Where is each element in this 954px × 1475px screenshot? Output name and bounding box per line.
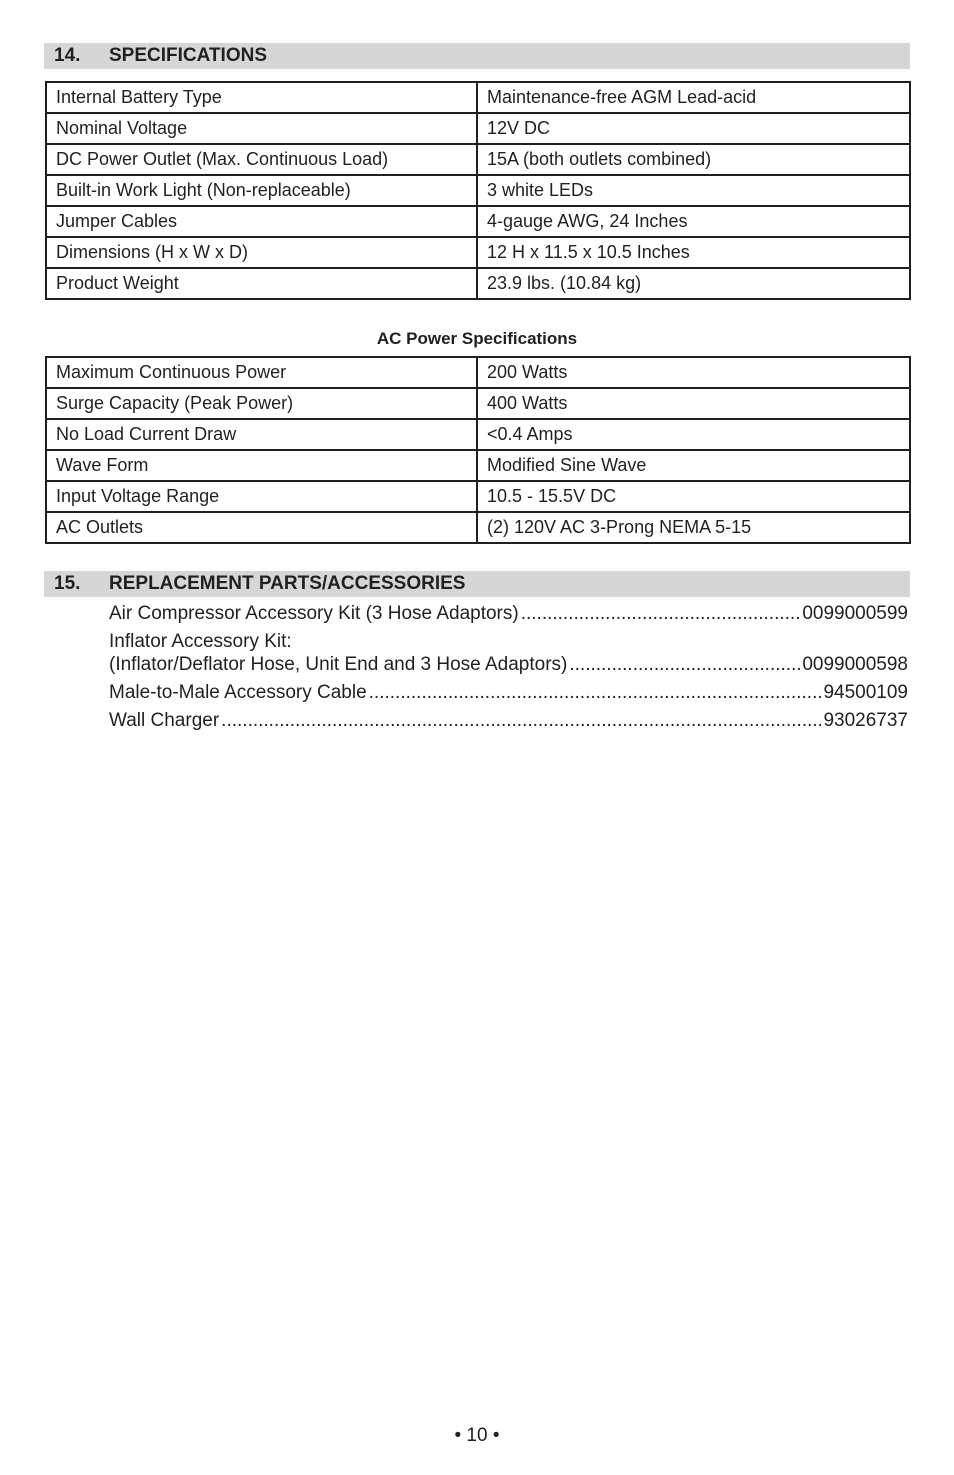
ac-power-table [45,356,911,544]
table-row [46,268,910,299]
spec-value: 4-gauge AWG, 24 Inches [477,206,910,237]
section-number: 14. [54,45,81,66]
spec-value: Modified Sine Wave [477,450,910,481]
spec-value: 15A (both outlets combined) [477,144,910,175]
spec-label: Dimensions (H x W x D) [46,237,477,268]
list-item [109,681,908,704]
page-number: • 10 • [454,1425,500,1446]
spec-label: Maximum Continuous Power [46,357,477,388]
spec-value: 12V DC [477,113,910,144]
spec-value: 200 Watts [477,357,910,388]
ac-power-heading: AC Power Specifications [376,329,578,348]
spec-label: DC Power Outlet (Max. Continuous Load) [46,144,477,175]
part-heading: Inflator Accessory Kit: [109,631,292,652]
spec-value: 10.5 - 15.5V DC [477,481,910,512]
part-name: (Inflator/Deflator Hose, Unit End and 3 Hose Adaptors) [109,654,568,675]
spec-value: 12 H x 11.5 x 10.5 Inches [477,237,910,268]
part-name: Male-to-Male Accessory Cable [109,682,367,703]
spec-label: AC Outlets [46,512,477,543]
table-row [46,450,910,481]
table-row [46,82,910,113]
table-row [46,357,910,388]
section-title: SPECIFICATIONS [109,45,267,66]
spec-value: 3 white LEDs [477,175,910,206]
dot-leader [369,681,822,704]
spec-label: Jumper Cables [46,206,477,237]
part-name: Air Compressor Accessory Kit (3 Hose Adaptors) [109,603,519,624]
parts-list [109,602,908,737]
table-row [46,175,910,206]
spec-label: Wave Form [46,450,477,481]
table-row [46,237,910,268]
table-row [46,512,910,543]
part-number: 94500109 [823,682,908,703]
table-row [46,113,910,144]
spec-label: Surge Capacity (Peak Power) [46,388,477,419]
part-name: Wall Charger [109,710,220,731]
section-14-header [44,43,910,69]
table-row [46,388,910,419]
table-row [46,206,910,237]
spec-value: (2) 120V AC 3-Prong NEMA 5-15 [477,512,910,543]
spec-label: Input Voltage Range [46,481,477,512]
table-row [46,419,910,450]
dot-leader [569,653,800,676]
spec-value: 23.9 lbs. (10.84 kg) [477,268,910,299]
spec-label: Built-in Work Light (Non-replaceable) [46,175,477,206]
spec-label: Nominal Voltage [46,113,477,144]
part-number: 0099000598 [802,654,908,675]
spec-label: No Load Current Draw [46,419,477,450]
table-row [46,481,910,512]
part-number: 0099000599 [802,603,908,624]
section-15-header [44,571,910,597]
list-item [109,709,908,732]
part-number: 93026737 [823,710,908,731]
specifications-table [45,81,911,300]
spec-value: 400 Watts [477,388,910,419]
spec-value: <0.4 Amps [477,419,910,450]
section-number: 15. [54,573,81,594]
table-row [46,144,910,175]
spec-value: Maintenance-free AGM Lead-acid [477,82,910,113]
dot-leader [521,602,801,625]
list-item [109,602,908,625]
dot-leader [221,709,821,732]
section-title: REPLACEMENT PARTS/ACCESSORIES [109,573,466,594]
list-item [109,630,908,676]
spec-label: Internal Battery Type [46,82,477,113]
spec-label: Product Weight [46,268,477,299]
